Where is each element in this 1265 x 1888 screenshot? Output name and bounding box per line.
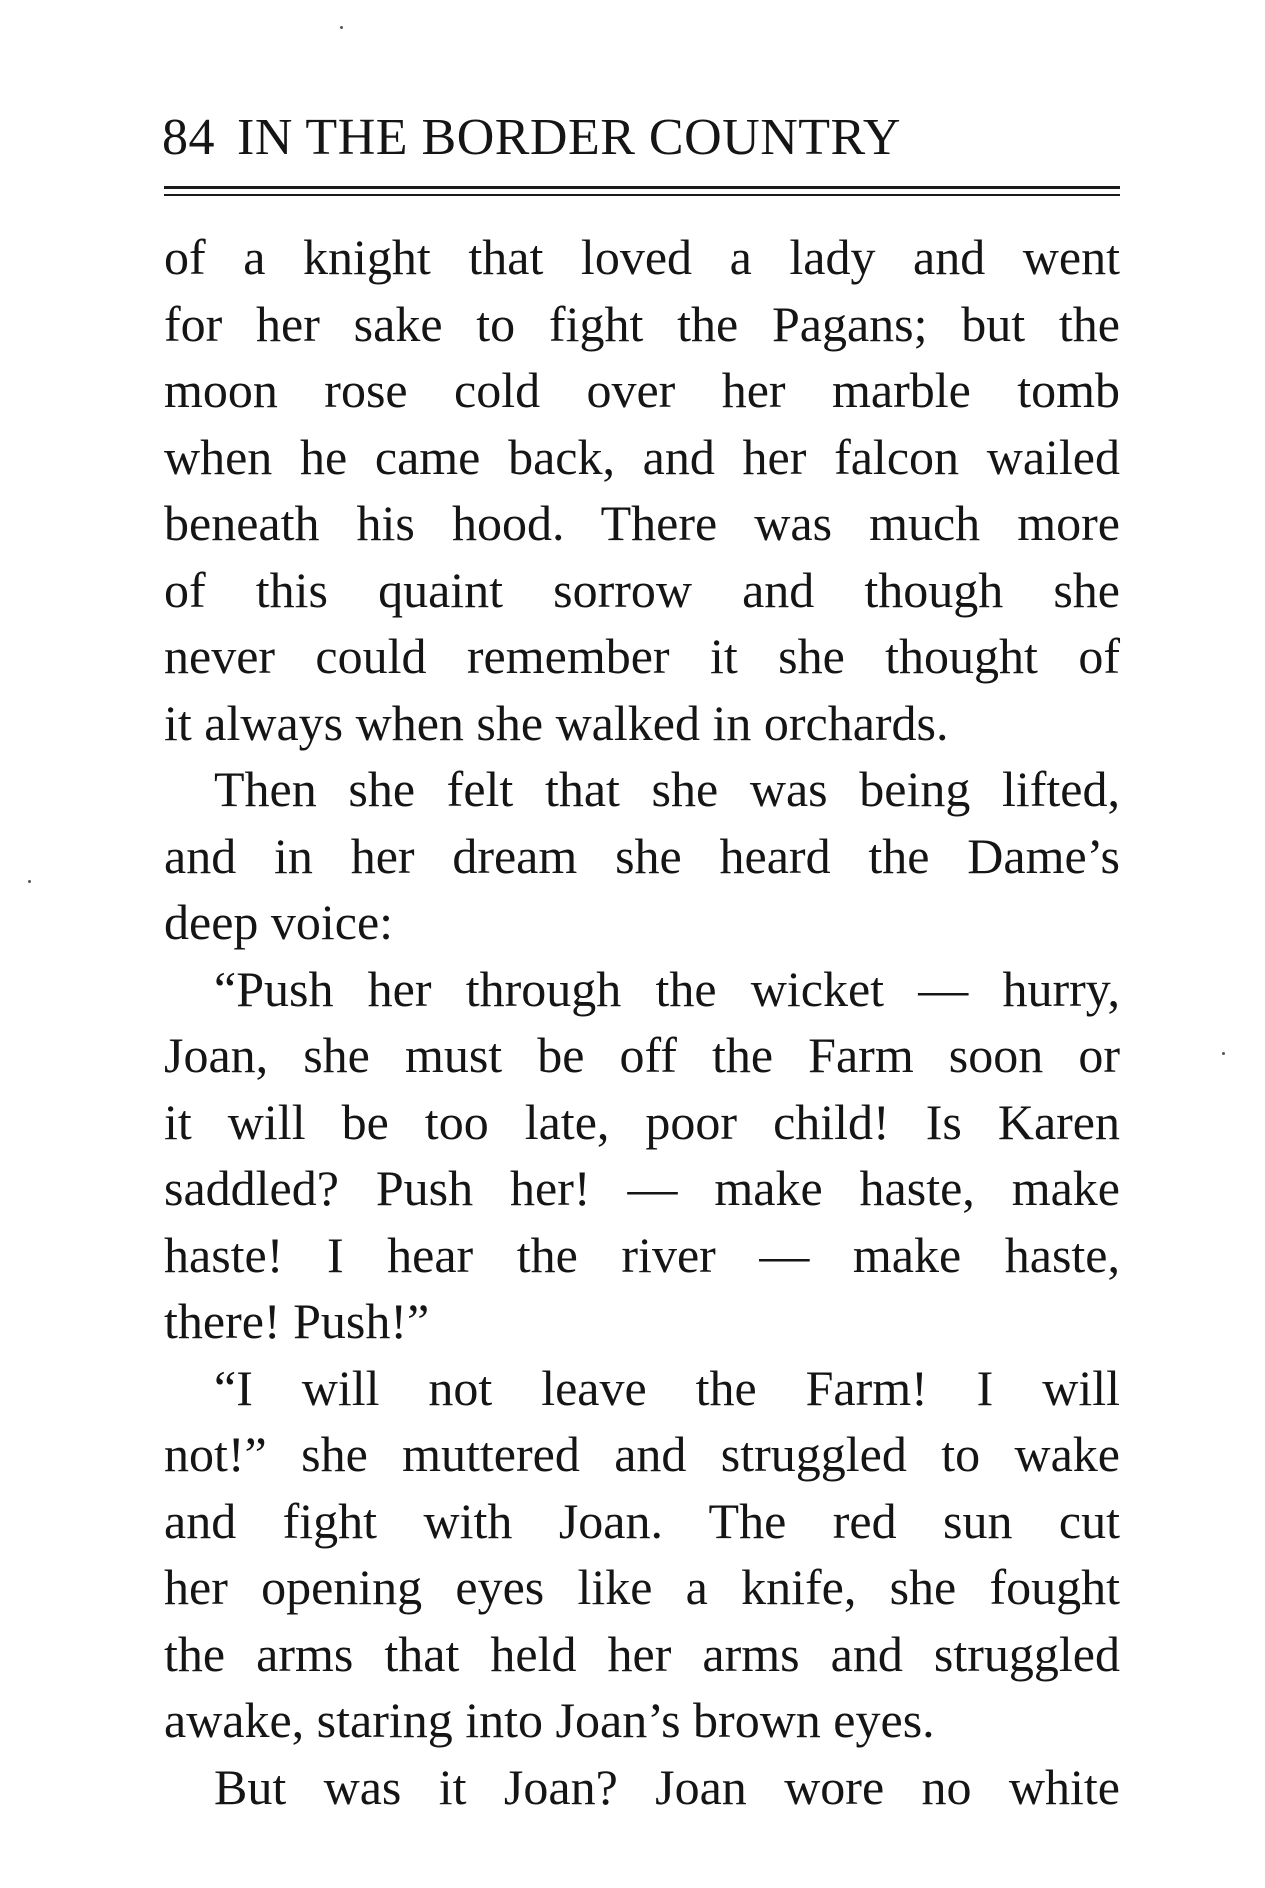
text-line: But was it Joan? Joan wore no white <box>214 1758 1120 1815</box>
body-text <box>164 224 1120 1820</box>
text-line: awake, staring into Joan’s brown eyes. <box>164 1692 935 1748</box>
text-line: beneath his hood. There was much more <box>164 495 1120 551</box>
page-number: 84 <box>162 109 215 166</box>
header-rule-thin <box>164 194 1120 196</box>
text-line: Then she felt that she was being lifted, <box>214 761 1120 817</box>
text-line: “I will not leave the Farm! I will <box>214 1359 1120 1416</box>
text-line: of a knight that loved a lady and went <box>164 229 1120 285</box>
text-line: “Push her through the wicket — hurry, <box>214 960 1120 1017</box>
paper-speck <box>340 26 343 29</box>
text-line: moon rose cold over her marble tomb <box>164 362 1120 418</box>
header-rule-thick <box>164 186 1120 189</box>
running-title: IN THE BORDER COUNTRY <box>237 109 901 166</box>
text-line: it always when she walked in orchards. <box>164 694 949 751</box>
text-line: for her sake to fight the Pagans; but the <box>164 295 1120 352</box>
text-line: haste! I hear the river — make haste, <box>164 1226 1120 1283</box>
text-line: Joan, she must be off the Farm soon or <box>164 1027 1120 1083</box>
text-line: there! Push!” <box>164 1293 430 1349</box>
text-line: it will be too late, poor child! Is Karen <box>164 1093 1120 1150</box>
running-head <box>162 108 1120 168</box>
text-line: and in her dream she heard the Dame’s <box>164 827 1120 884</box>
text-line: and fight with Joan. The red sun cut <box>164 1492 1120 1549</box>
text-line: the arms that held her arms and struggled <box>164 1625 1120 1682</box>
text-line: her opening eyes like a knife, she fought <box>164 1559 1120 1615</box>
text-line: not!” she muttered and struggled to wake <box>164 1426 1120 1482</box>
paper-speck <box>28 880 31 883</box>
text-line: deep voice: <box>164 894 394 950</box>
paper-speck <box>1222 1052 1225 1055</box>
text-line: when he came back, and her falcon wailed <box>164 428 1120 485</box>
text-line: of this quaint sorrow and though she <box>164 561 1120 618</box>
text-line: saddled? Push her! — make haste, make <box>164 1160 1120 1216</box>
text-line: never could remember it she thought of <box>164 628 1120 684</box>
